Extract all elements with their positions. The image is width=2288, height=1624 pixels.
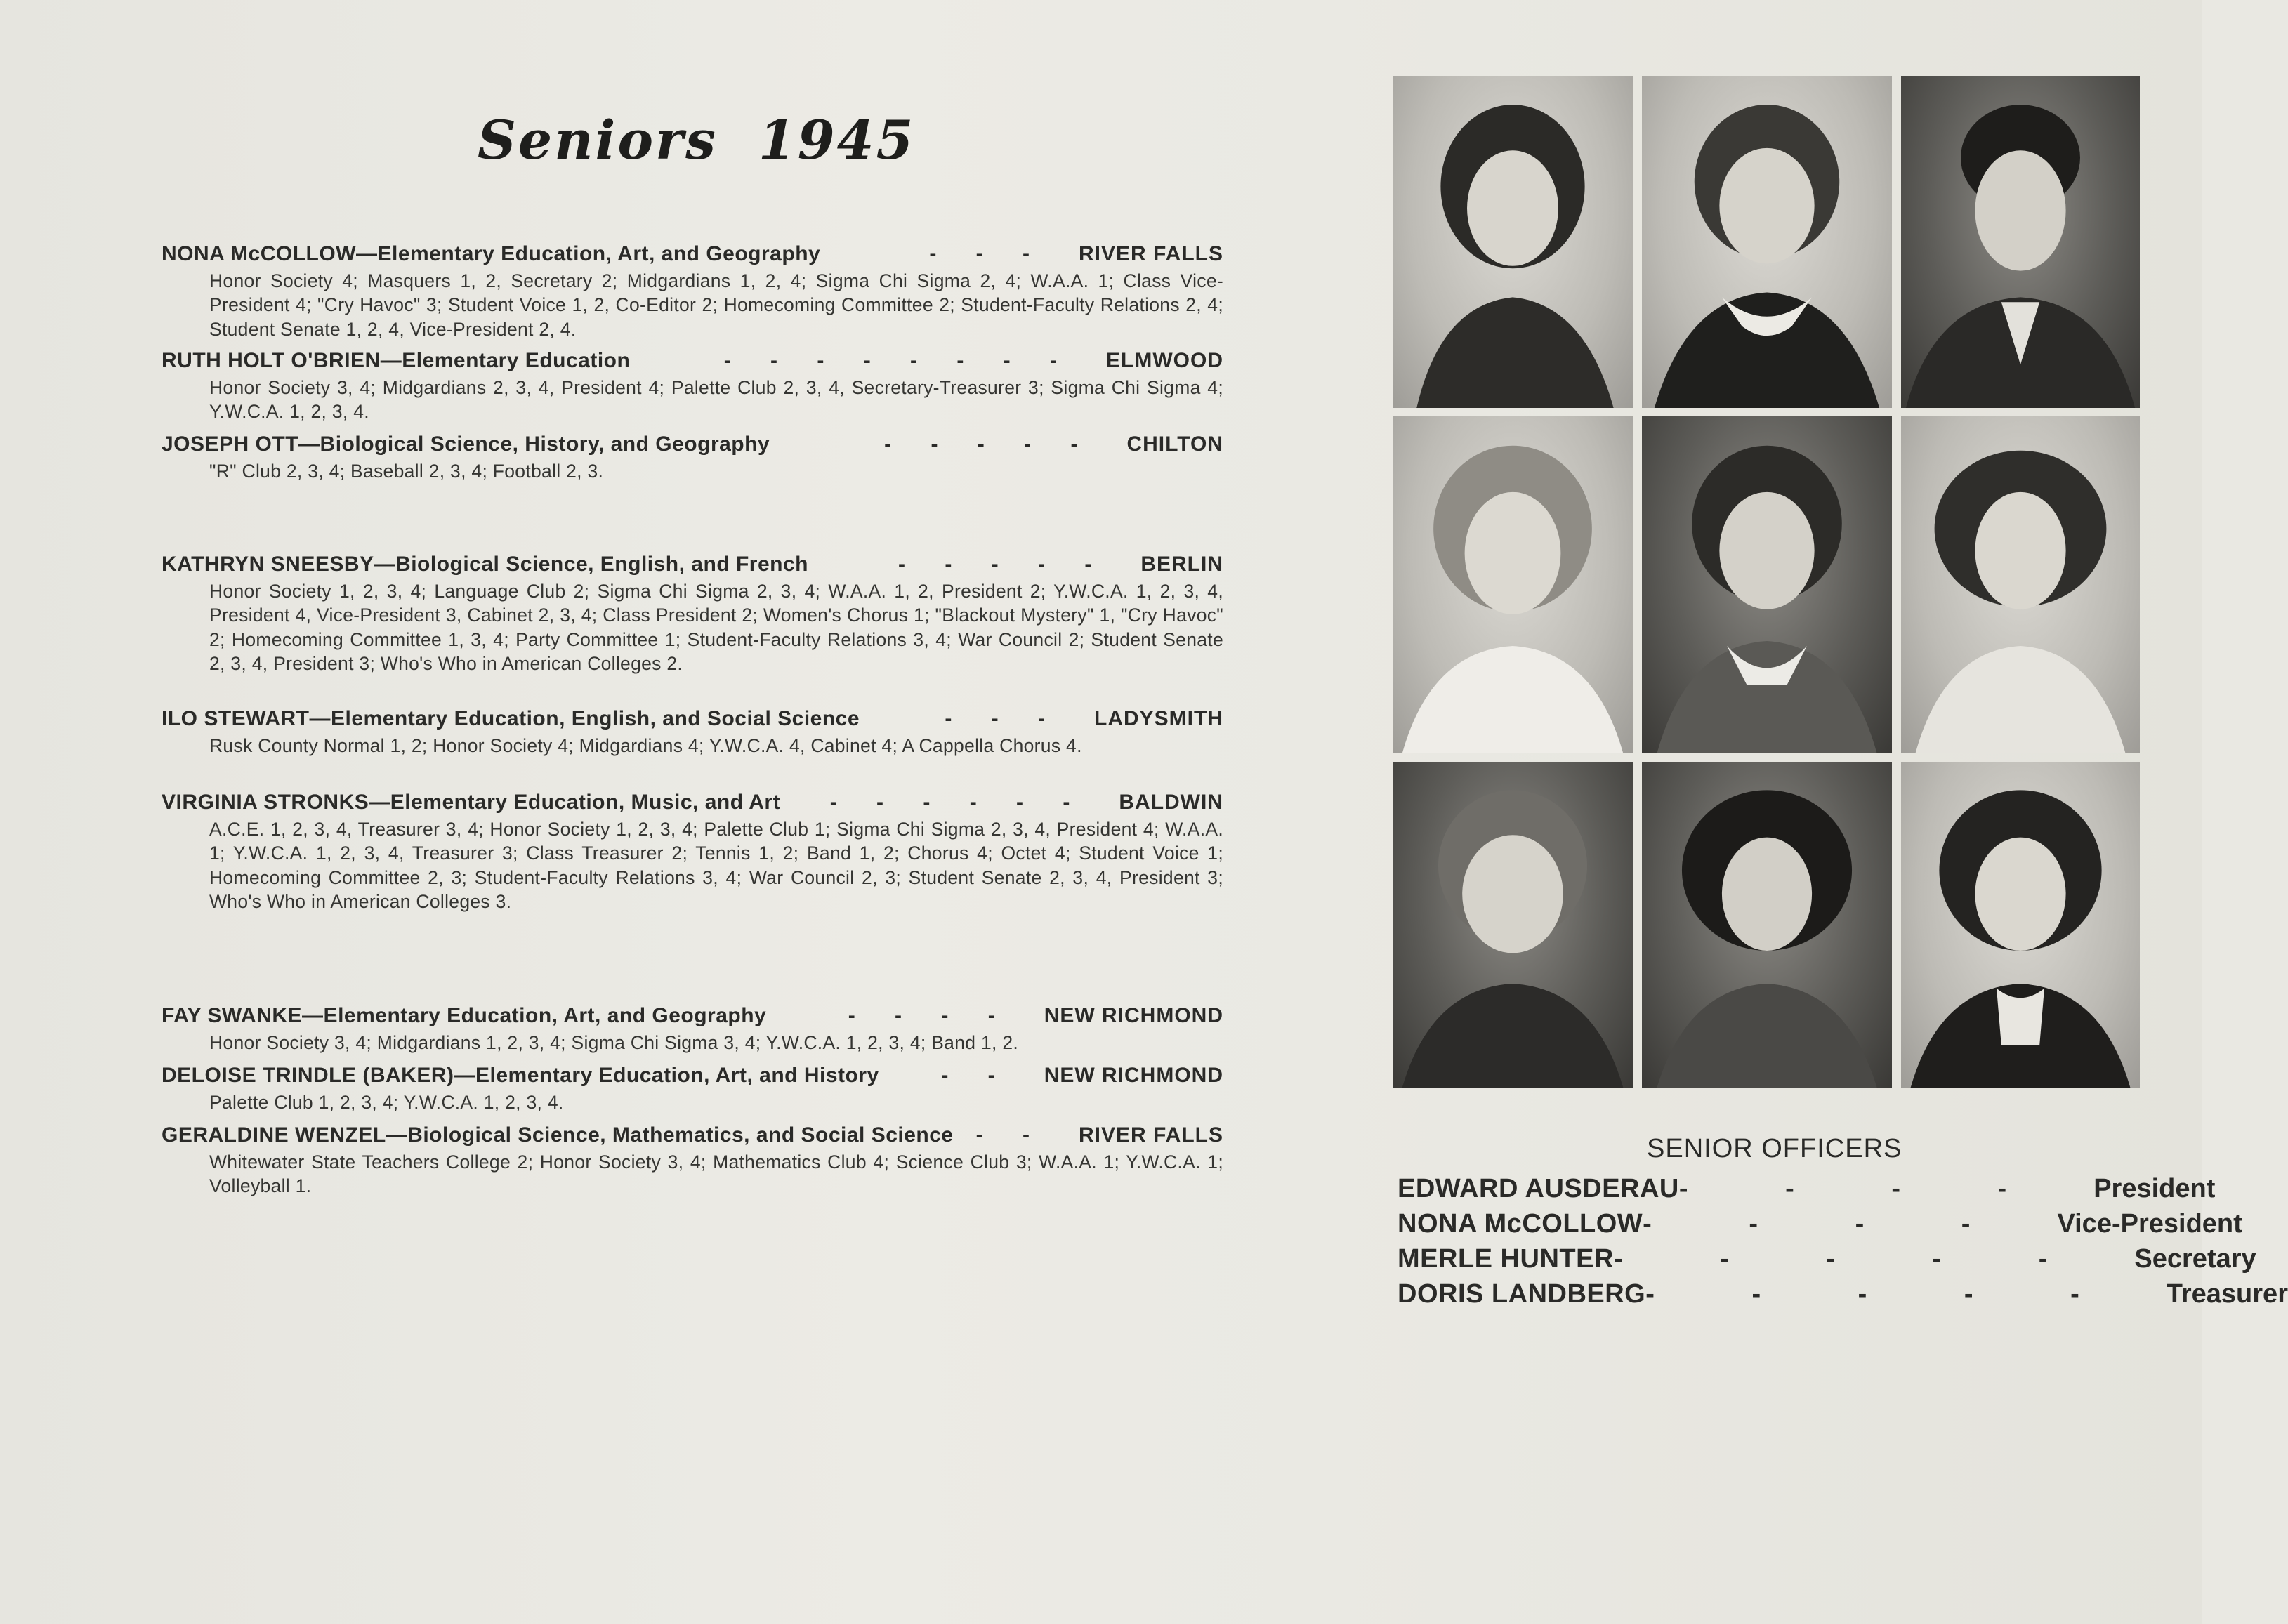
entry-leader: - - - - - - (829, 791, 1087, 814)
officer-name: EDWARD AUSDERAU (1398, 1174, 1679, 1203)
entry-name: JOSEPH OTT—Biological Science, History, and Geography (162, 433, 770, 456)
portrait-image (1901, 762, 2140, 1088)
entry-name: DELOISE TRINDLE (BAKER)—Elementary Education, Art, and History (162, 1064, 879, 1087)
entry-activities: Honor Society 1, 2, 3, 4; Language Club 2; Sigma Chi Sigma 2, 3, 4; W.A.A. 1, 2, President 2; Y.W.C.A. 1, 2, 3, 4, President 4, Vice-President 3, Cabinet 2, 3, 4; Class President 2; Women's Chorus 1; "Blackout Mystery" 1, "Cry Havoc" 2; Homecoming Committee 1, 3, 4; Party Committee 1; Student-Faculty Relations 3, 4; War Council 2; Student Senate 2, 3, 4, President 3; Who's Who in American Colleges 2. (209, 581, 1223, 674)
entry-activities: Honor Society 3, 4; Midgardians 2, 3, 4, President 4; Palette Club 2, 3, 4, Secretary-Treasurer 3; Sigma Chi Sigma 4; Y.W.C.A. 1, 2, 3, 4. (209, 377, 1223, 423)
officer-row (1398, 1174, 2216, 1209)
portrait-image (1642, 762, 1892, 1088)
entry-hometown: RIVER FALLS (1078, 1123, 1223, 1147)
entry-name: VIRGINIA STRONKS—Elementary Education, Music, and Art (162, 791, 781, 814)
entry-hometown: NEW RICHMOND (1044, 1064, 1223, 1087)
portrait-photo (1642, 416, 1892, 753)
entry-activities: "R" Club 2, 3, 4; Baseball 2, 3, 4; Football 2, 3. (209, 461, 604, 482)
entry-hometown: LADYSMITH (1094, 707, 1223, 730)
entry-hometown: NEW RICHMOND (1044, 1004, 1223, 1027)
senior-entry (162, 553, 1223, 675)
portrait-grid (1393, 76, 2140, 1087)
officer-title: Treasurer (2166, 1279, 2288, 1309)
entry-leader: - - - (945, 707, 1062, 730)
officer-row (1398, 1209, 2242, 1244)
entry-hometown: BERLIN (1140, 553, 1223, 576)
page-title (478, 109, 915, 171)
entry-header (162, 791, 1223, 817)
entry-activities: Rusk County Normal 1, 2; Honor Society 4; Midgardians 4; Y.W.C.A. 4, Cabinet 4; A Cappella Chorus 4. (209, 735, 1082, 756)
entry-activities: Honor Society 3, 4; Midgardians 1, 2, 3, 4; Sigma Chi Sigma 3, 4; Y.W.C.A. 1, 2, 3, 4; Band 1, 2. (209, 1032, 1019, 1053)
officer-row (1398, 1279, 2288, 1314)
senior-entry (162, 242, 1223, 341)
entry-header (162, 1004, 1223, 1031)
entry-leader: - - - - - (898, 553, 1109, 576)
officers-heading: SENIOR OFFICERS (1647, 1134, 1902, 1163)
title-word: Seniors (478, 109, 718, 171)
portrait-photo (1642, 762, 1892, 1088)
entry-leader: - - (975, 1123, 1046, 1147)
entry-header (162, 707, 1223, 734)
entry-header (162, 242, 1223, 269)
entry-name: FAY SWANKE—Elementary Education, Art, and Geography (162, 1004, 767, 1027)
portrait-photo (1901, 416, 2140, 753)
portrait-photo (1393, 76, 1633, 408)
entry-activities: A.C.E. 1, 2, 3, 4, Treasurer 3, 4; Honor Society 1, 2, 3, 4; Palette Club 1; Sigma Chi Sigma 2, 3, 4, President 4; W.A.A. 1; Y.W.C.A. 1, 2, 3, 4, Treasurer 3; Class Treasurer 2; Tennis 1, 2; Band 1, 2; Chorus 4; Octet 4; Student Voice 1; Homecoming Committee 2, 3; Student-Faculty Relations 3, 4; War Council 2, 3; Student Senate 2, 3, 4, President 3; Who's Who in American Colleges 3. (209, 819, 1223, 912)
entry-activities: Honor Society 4; Masquers 1, 2, Secretary 2; Midgardians 1, 2, 4; Sigma Chi Sigma 2, 4; W.A.A. 1; Class Vice-President 4; "Cry Havoc" 3; Student Voice 1, 2, Co-Editor 2; Homecoming Committee 2; Student-Faculty Relations 2, 4; Student Senate 1, 2, 4, Vice-President 2, 4. (209, 270, 1223, 340)
officers-list (1398, 1174, 2288, 1314)
officer-row (1398, 1244, 2256, 1279)
entry-name: GERALDINE WENZEL—Biological Science, Mathematics, and Social Science (162, 1123, 954, 1147)
entry-leader: - - - - (848, 1004, 1012, 1027)
entry-hometown: CHILTON (1126, 433, 1223, 456)
entry-header (162, 1064, 1223, 1090)
senior-entry (162, 791, 1223, 913)
entry-header (162, 553, 1223, 579)
portrait-image (1393, 762, 1633, 1088)
senior-entry (162, 349, 1223, 424)
entry-header (162, 349, 1223, 376)
entry-name: RUTH HOLT O'BRIEN—Elementary Education (162, 349, 631, 372)
entry-leader: - - (941, 1064, 1012, 1087)
officer-title: Vice-President (2057, 1209, 2242, 1239)
portrait-photo (1393, 416, 1633, 753)
portrait-photo (1393, 762, 1633, 1088)
entry-name: ILO STEWART—Elementary Education, English, and Social Science (162, 707, 860, 730)
senior-entry (162, 1004, 1223, 1055)
portrait-photo (1901, 762, 2140, 1088)
officer-leader: - - - - (1678, 1174, 2052, 1203)
officer-name: NONA McCOLLOW (1398, 1209, 1643, 1239)
portrait-image (1393, 76, 1633, 408)
title-year: 1945 (758, 109, 916, 171)
portrait-image (1642, 76, 1892, 408)
officer-leader: - - - - - (1613, 1244, 2093, 1274)
entry-activities: Whitewater State Teachers College 2; Honor Society 3, 4; Mathematics Club 4; Science Club 3; W.A.A. 1; Y.W.C.A. 1; Volleyball 1. (209, 1151, 1223, 1197)
officer-name: MERLE HUNTER (1398, 1244, 1614, 1274)
portrait-image (1642, 416, 1892, 753)
portrait-photo (1901, 76, 2140, 408)
entry-name: KATHRYN SNEESBY—Biological Science, English, and French (162, 553, 808, 576)
officer-name: DORIS LANDBERG (1398, 1279, 1646, 1309)
officer-leader: - - - - (1643, 1209, 2016, 1239)
portrait-image (1393, 416, 1633, 753)
senior-entry (162, 707, 1223, 758)
entry-hometown: RIVER FALLS (1078, 242, 1223, 265)
officer-leader: - - - - - (1645, 1279, 2124, 1309)
portrait-image (1901, 76, 2140, 408)
senior-entry (162, 433, 1223, 483)
entry-hometown: ELMWOOD (1106, 349, 1223, 372)
entry-header (162, 1123, 1223, 1150)
senior-entry (162, 1064, 1223, 1114)
entry-leader: - - - - - (884, 433, 1095, 456)
entry-header (162, 433, 1223, 459)
entry-leader: - - - - - - - - (723, 349, 1074, 372)
portrait-image (1901, 416, 2140, 753)
entry-activities: Palette Club 1, 2, 3, 4; Y.W.C.A. 1, 2, 3, 4. (209, 1092, 564, 1113)
officer-title: President (2093, 1174, 2216, 1203)
senior-entry (162, 1123, 1223, 1199)
portrait-photo (1642, 76, 1892, 408)
officer-title: Secretary (2134, 1244, 2256, 1274)
entry-hometown: BALDWIN (1119, 791, 1223, 814)
entry-name: NONA McCOLLOW—Elementary Education, Art, and Geography (162, 242, 821, 265)
entry-leader: - - - (929, 242, 1046, 265)
